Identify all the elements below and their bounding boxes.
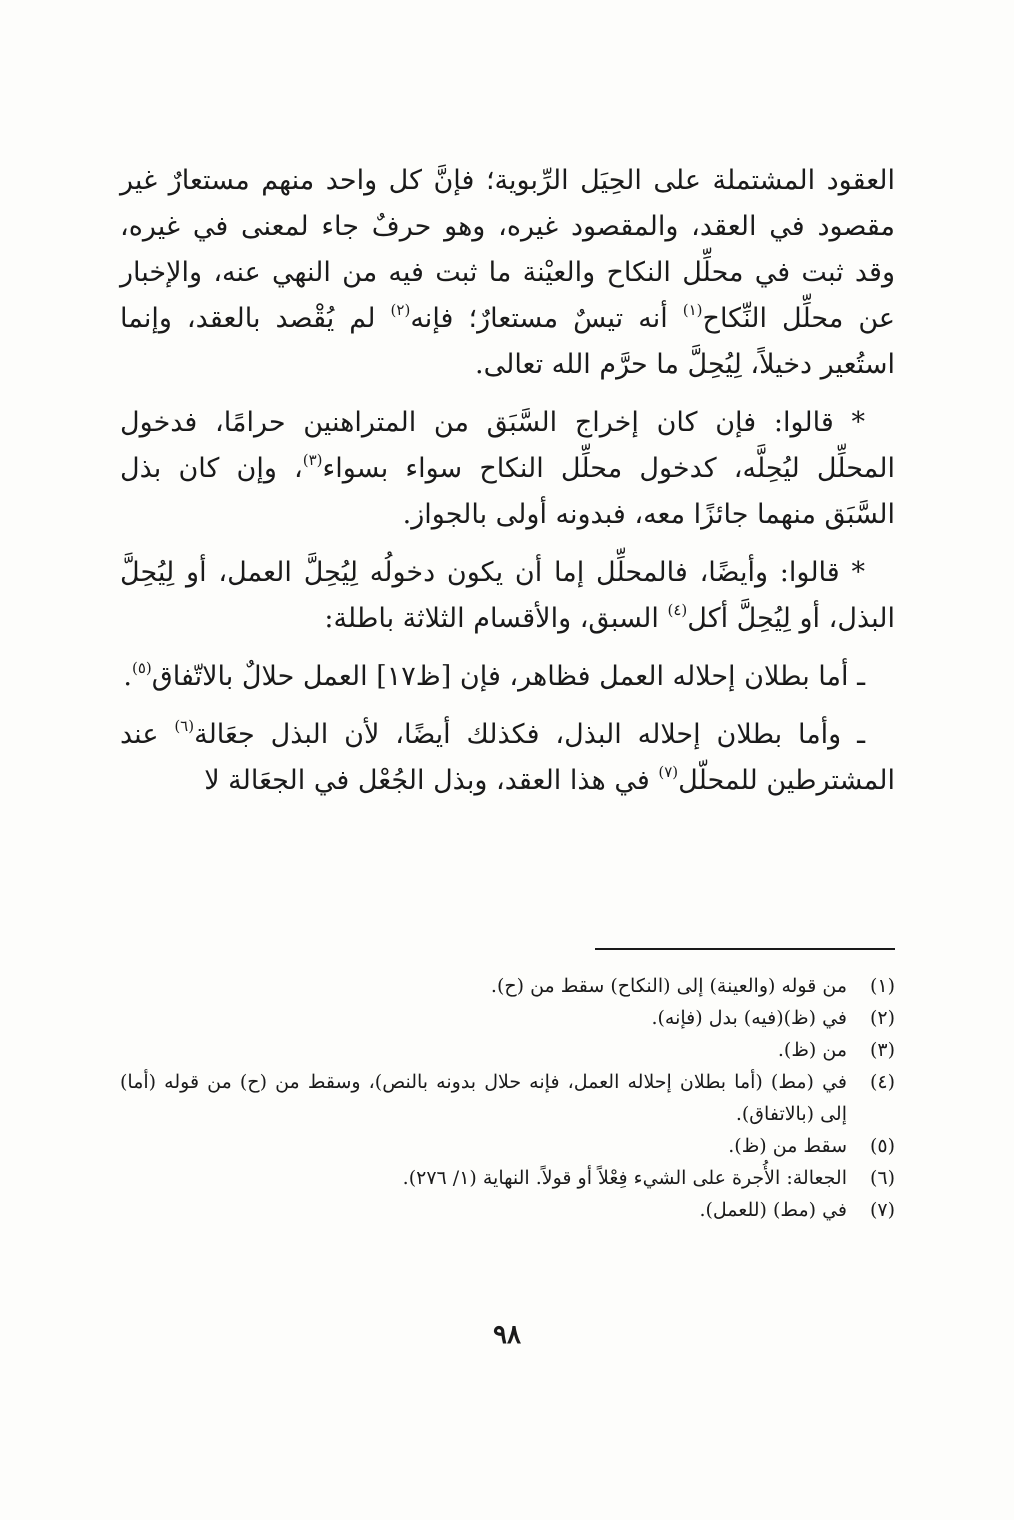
footnote-number: (٥) <box>869 1135 895 1157</box>
paragraph-3 <box>120 550 895 642</box>
paragraph-1 <box>120 158 895 388</box>
footnote-text: من (ظ). <box>777 1039 847 1061</box>
footnote-number: (٧) <box>869 1199 895 1221</box>
footnote-text: من قوله (والعينة) إلى (النكاح) سقط من (ح). <box>490 975 847 997</box>
text-run: . <box>123 661 132 692</box>
footnote-6 <box>120 1162 895 1194</box>
footnote-marker-3[interactable]: (٣) <box>302 451 323 469</box>
footnote-text: سقط من (ظ). <box>728 1135 847 1157</box>
text-run: * قالوا: وأيضًا، فالمحلِّل إما أن يكون دخولُه لِيُحِلَّ العمل، أو لِيُحِلَّ البذل، أو لِيُحِلَّ أكل <box>120 557 895 634</box>
text-run: ، وإن كان بذل السَّبَق منهما جائزًا معه، فبدونه أولى بالجواز. <box>120 453 895 530</box>
footnotes <box>120 970 895 1226</box>
footnote-text: في (مط) (أما بطلان إحلاله العمل، فإنه حلال بدونه بالنص)، وسقط من (ح) من قوله (أما) إلى (بالاتفاق). <box>120 1071 847 1125</box>
footnote-number: (٦) <box>869 1167 895 1189</box>
footnote-4 <box>120 1066 895 1130</box>
footnote-5 <box>120 1130 895 1162</box>
text-run: ـ وأما بطلان إحلاله البذل، فكذلك أيضًا، لأن البذل جعَالة <box>194 719 865 750</box>
paragraph-2 <box>120 400 895 538</box>
text-run: ـ أما بطلان إحلاله العمل فظاهر، فإن [ظ١٧] العمل حلالٌ بالاتّفاق <box>151 661 865 692</box>
footnote-7 <box>120 1194 895 1226</box>
text-run: لم يُقْصد بالعقد، وإنما استُعير دخيلاً، لِيُحِلَّ ما حرَّم الله تعالى. <box>120 303 895 380</box>
page-number: ٩٨ <box>493 1320 521 1350</box>
footnote-separator <box>595 948 895 950</box>
footnote-number: (٤) <box>869 1071 895 1093</box>
text-run: * قالوا: فإن كان إخراج السَّبَق من المتراهنين حرامًا، فدخول المحلِّل ليُحِلَّه، كدخول محلِّل النكاح سواء بسواء <box>120 407 895 484</box>
text-run: في هذا العقد، وبذل الجُعْل في الجعَالة لا <box>204 765 659 796</box>
paragraph-5 <box>120 712 895 804</box>
text-run: أنه تيسٌ مستعارٌ؛ فإنه <box>410 303 683 334</box>
footnote-number: (٢) <box>869 1007 895 1029</box>
footnote-3 <box>120 1034 895 1066</box>
footnote-text: الجعالة: الأُجرة على الشيء فِعْلاً أو قولاً. النهاية (١/ ٢٧٦). <box>402 1167 847 1189</box>
footnote-2 <box>120 1002 895 1034</box>
footnote-number: (١) <box>869 975 895 997</box>
footnote-marker-2[interactable]: (٢) <box>390 301 411 319</box>
footnote-marker-7[interactable]: (٧) <box>658 763 679 781</box>
paragraph-4 <box>120 654 895 700</box>
footnote-marker-5[interactable]: (٥) <box>132 659 152 677</box>
footnote-marker-1[interactable]: (١) <box>682 301 703 319</box>
footnote-text: في (مط) (للعمل). <box>699 1199 847 1221</box>
footnote-marker-4[interactable]: (٤) <box>667 601 688 619</box>
text-run: العقود المشتملة على الحِيَل الرِّبوية؛ فإنَّ كل واحد منهم مستعارٌ غير مقصود في العقد، والمقصود غيره، وهو حرفٌ جاء لمعنى في غيره، وقد ثبت في محلِّل النكاح والعيْنة ما ثبت فيه من النهي عنه، والإخبار عن محلِّل النِّكاح <box>120 165 895 334</box>
footnote-marker-6[interactable]: (٦) <box>174 717 195 735</box>
text-run: عند المشترطين للمحلّل <box>120 719 895 796</box>
main-text <box>120 158 895 816</box>
footnote-text: في (ظ)(فيه) بدل (فإنه). <box>651 1007 847 1029</box>
footnote-number: (٣) <box>869 1039 895 1061</box>
footnote-1 <box>120 970 895 1002</box>
text-run: السبق، والأقسام الثلاثة باطلة: <box>324 603 668 634</box>
